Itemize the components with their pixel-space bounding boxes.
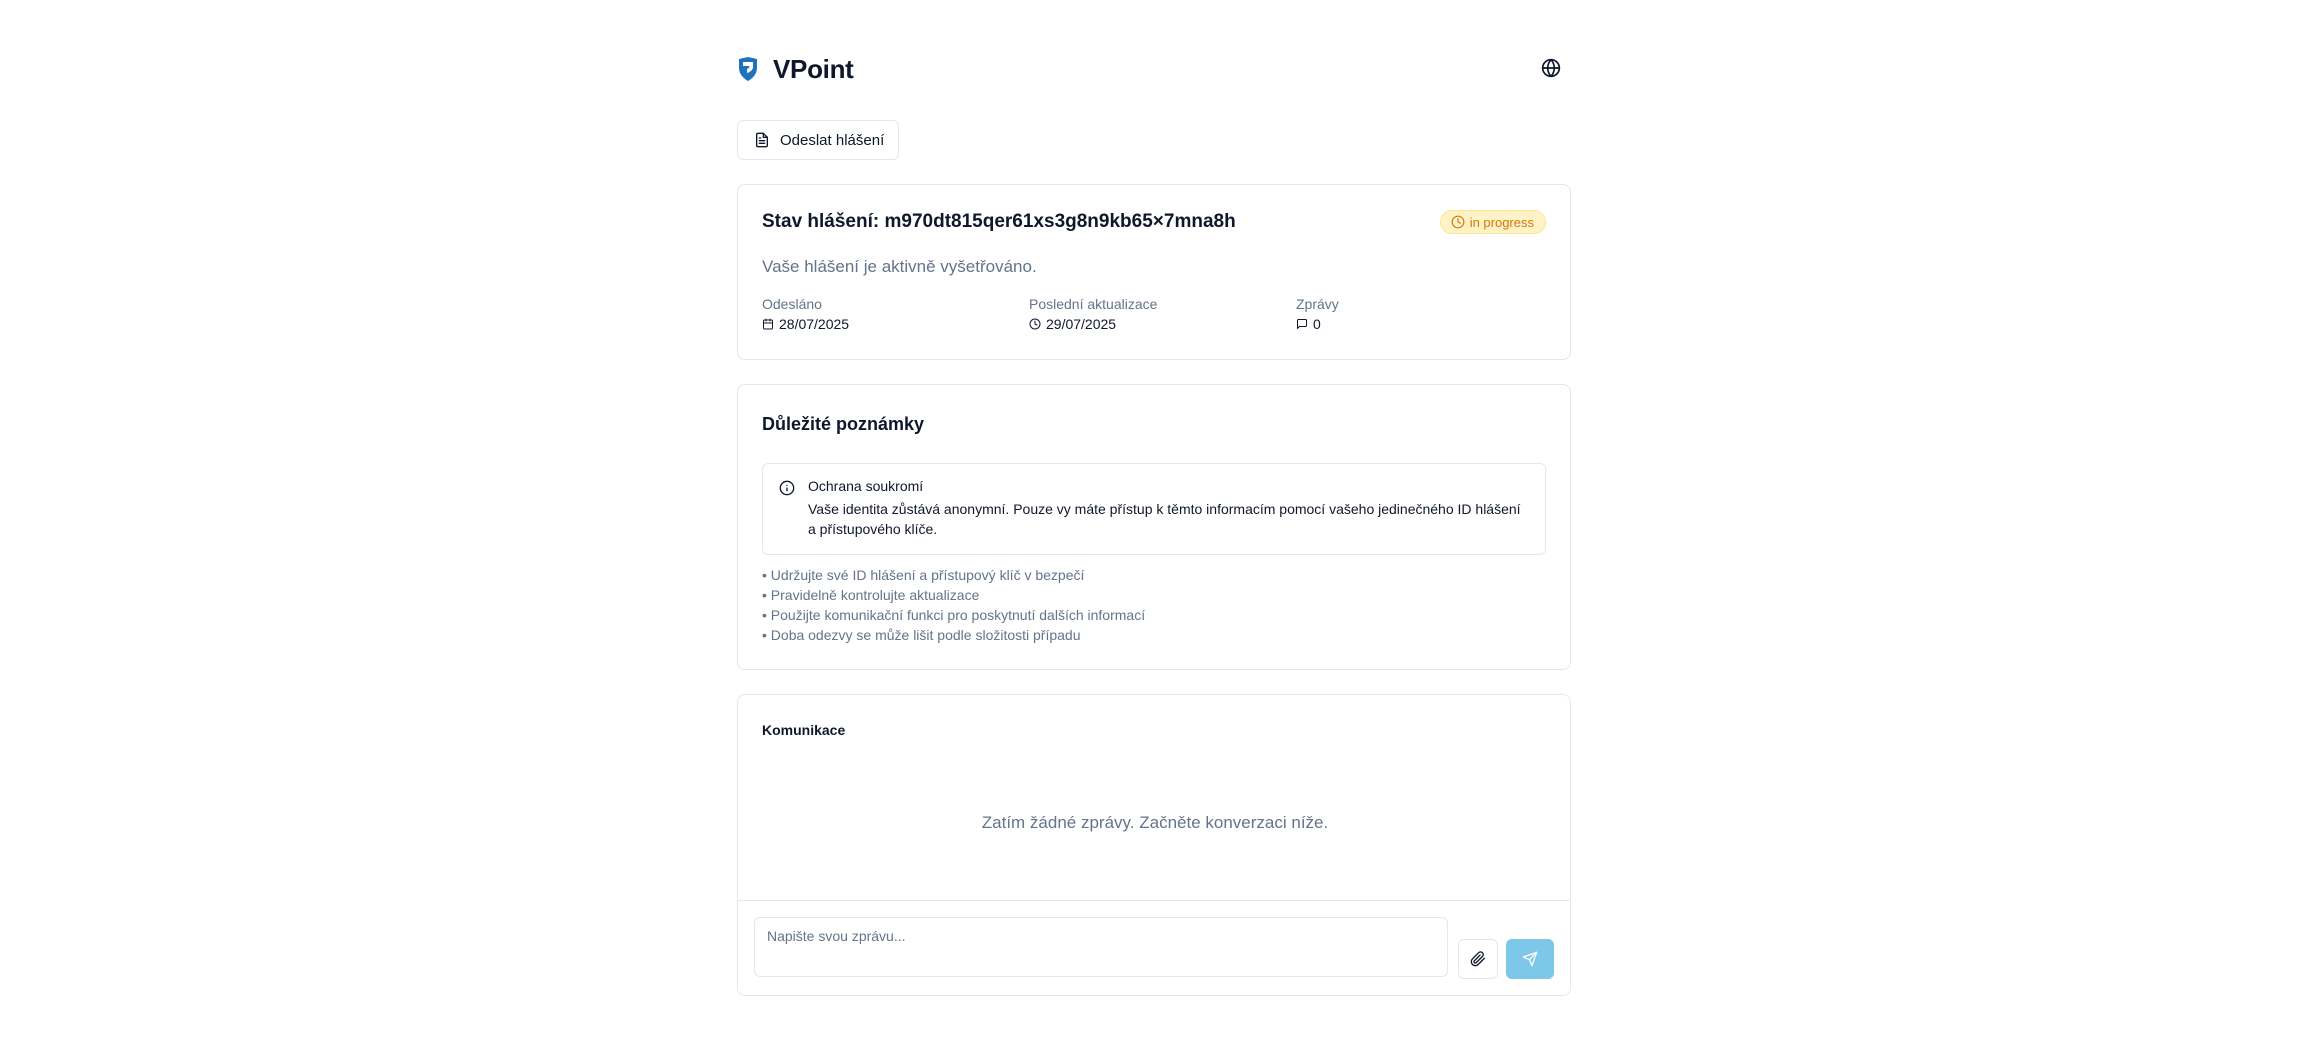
notes-title: Důležité poznámky [762, 414, 925, 434]
status-badge-label: in progress [1469, 214, 1534, 230]
shield-logo-icon [737, 56, 759, 82]
status-title [762, 211, 1236, 233]
communication-title: Komunikace [762, 722, 846, 738]
meta-label: Poslední aktualizace [1029, 296, 1158, 312]
clock-icon [1451, 215, 1465, 229]
status-badge [1440, 210, 1546, 234]
list-item: • Pravidelně kontrolujte aktualizace [762, 587, 980, 603]
meta-value [1029, 316, 1289, 332]
status-title-prefix: Stav hlášení: [762, 211, 885, 232]
send-message-button[interactable] [1506, 939, 1554, 979]
list-item: • Doba odezvy se může lišit podle složitosti případu [762, 627, 1081, 643]
attach-file-button[interactable] [1458, 939, 1498, 979]
privacy-alert [762, 463, 1546, 555]
alert-text: Vaše identita zůstává anonymní. Pouze vy máte přístup k těmto informacím pomocí vašeho jedinečného ID hlášení a přístupového klíče. [808, 501, 1521, 537]
paperclip-icon [1470, 951, 1486, 967]
messages-count: 0 [1313, 316, 1321, 332]
meta-label: Odesláno [762, 296, 822, 312]
notes-list [762, 565, 1145, 645]
globe-icon[interactable] [1541, 58, 1561, 78]
message-square-icon [1296, 318, 1308, 330]
submit-report-button[interactable] [737, 120, 899, 160]
alert-title: Ochrana soukromí [808, 478, 924, 494]
report-id: m970dt815qer61xs3g8n9kb65×7mna8h [884, 211, 1236, 232]
meta-messages [1296, 296, 1556, 332]
status-description: Vaše hlášení je aktivně vyšetřováno. [762, 257, 1037, 276]
calendar-icon [762, 318, 774, 330]
file-text-icon [754, 132, 770, 148]
header [737, 52, 1571, 86]
divider [738, 900, 1570, 901]
meta-value [762, 316, 1022, 332]
report-status-card [737, 184, 1571, 360]
meta-value [1296, 316, 1556, 332]
brand-name: VPoint [773, 54, 854, 84]
list-item: • Použijte komunikační funkci pro poskytnutí dalších informací [762, 607, 1146, 623]
submit-report-label: Odeslat hlášení [780, 131, 885, 149]
list-item: • Udržujte své ID hlášení a přístupový klíč v bezpečí [762, 567, 1085, 583]
communication-card [737, 694, 1571, 996]
info-icon [779, 480, 795, 496]
last-update-date: 29/07/2025 [1046, 316, 1117, 332]
meta-label: Zprávy [1296, 296, 1339, 312]
empty-messages-text: Zatím žádné zprávy. Začněte konverzaci níže. [981, 813, 1329, 832]
message-input[interactable] [754, 917, 1448, 977]
send-icon [1522, 951, 1538, 967]
submitted-date: 28/07/2025 [779, 316, 850, 332]
clock-icon [1029, 318, 1041, 330]
meta-submitted [762, 296, 1022, 332]
important-notes-card [737, 384, 1571, 670]
meta-last-update [1029, 296, 1289, 332]
